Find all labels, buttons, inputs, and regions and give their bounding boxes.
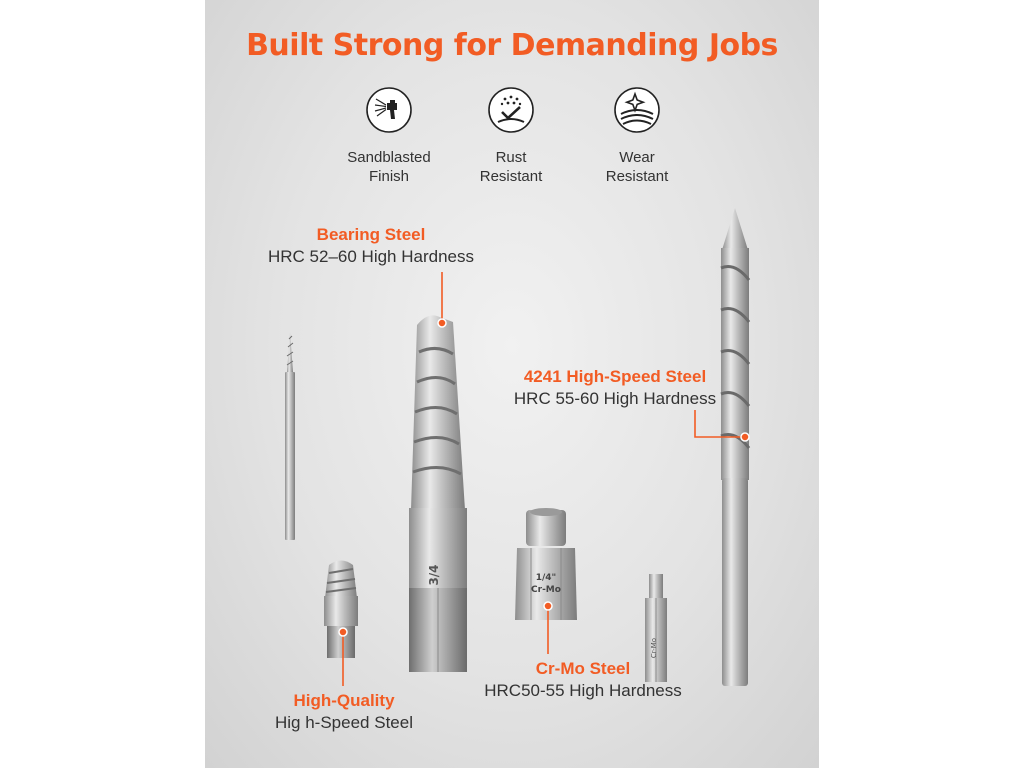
callout-spec: HRC 52–60 High Hardness [268, 247, 474, 266]
svg-text:Cr-Mo: Cr-Mo [531, 585, 561, 595]
callout-name: Bearing Steel [316, 225, 426, 244]
page-title: Built Strong for Demanding Jobs [246, 28, 778, 63]
callout-4241-hss [485, 366, 745, 410]
callout-name: 4241 High-Speed Steel [523, 367, 707, 386]
svg-text:Cr-Mo: Cr-Mo [650, 637, 658, 659]
callout-spec: HRC 55-60 High Hardness [513, 389, 717, 408]
callout-spec: HRC50-55 High Hardness [484, 681, 682, 700]
callout-name: Cr-Mo Steel [535, 659, 631, 678]
svg-text:1/4": 1/4" [535, 573, 557, 583]
drill-bit [721, 208, 749, 686]
svg-text:3/4: 3/4 [427, 564, 441, 586]
callout-high-quality [249, 690, 439, 734]
hq-extractor [324, 561, 358, 659]
feature-label: Rust Resistant [479, 149, 543, 185]
callout-name: High-Quality [293, 691, 395, 710]
callout-bearing-steel [251, 224, 491, 268]
callout-cr-mo [463, 658, 703, 702]
small-extractor [285, 332, 295, 540]
feature-label: Sandblasted Finish [347, 149, 431, 185]
feature-label: Wear Resistant [605, 149, 669, 185]
callout-spec: Hig h-Speed Steel [275, 713, 413, 732]
product-panel [205, 0, 819, 768]
large-extractor [409, 315, 467, 672]
